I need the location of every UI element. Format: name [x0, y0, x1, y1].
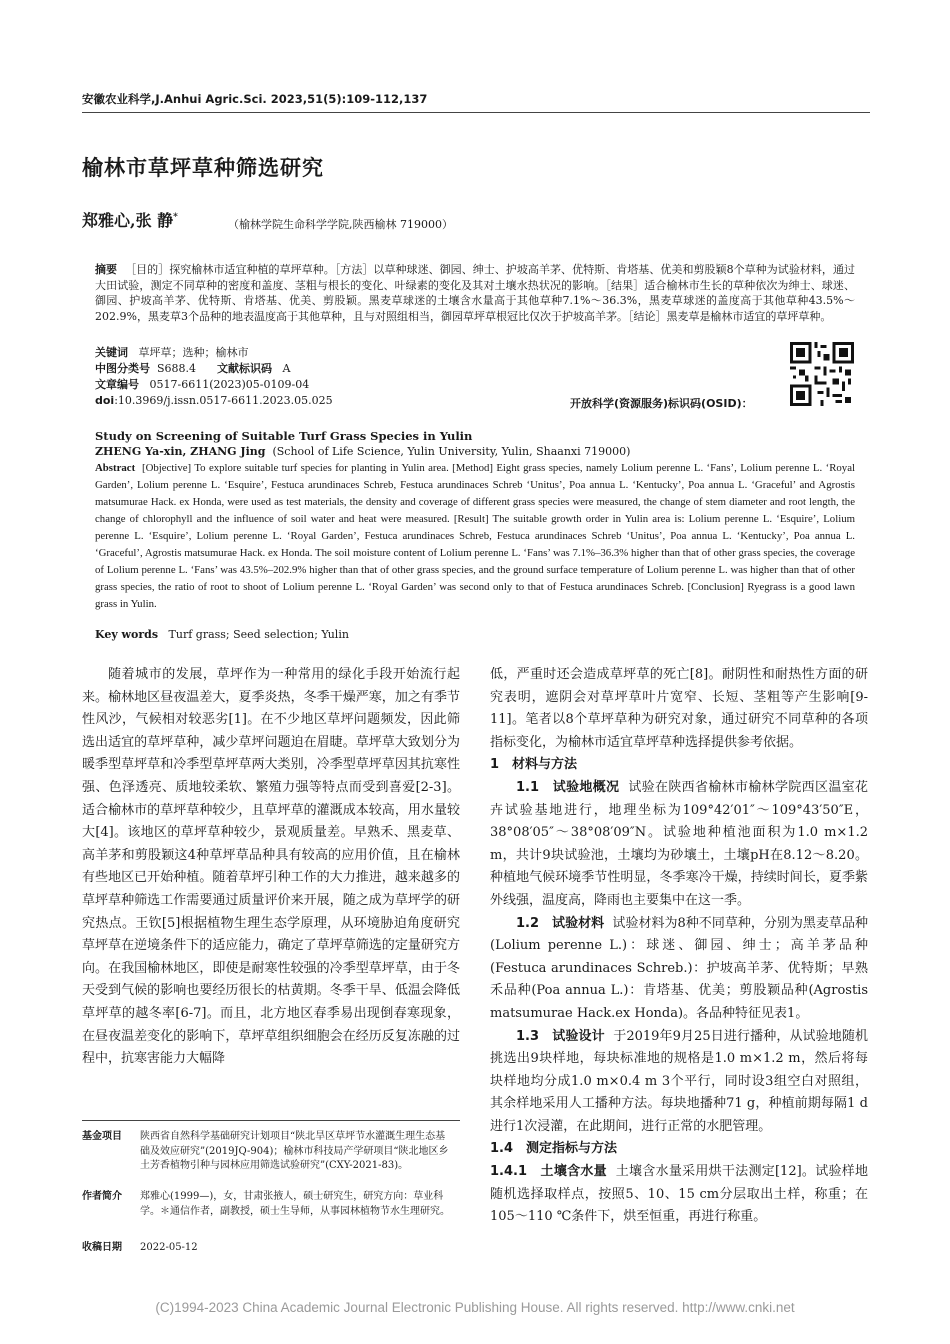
section-1-2-heading: 1.2 试验材料: [516, 915, 605, 931]
section-1-3-heading: 1.3 试验设计: [516, 1028, 605, 1044]
clc-row: [95, 361, 290, 376]
doi-row: doi:10.3969/j.issn.0517-6611.2023.05.025: [95, 394, 333, 407]
paper-title: 榆林市草坪草种筛选研究: [82, 156, 324, 180]
article-no-label: 文章编号: [95, 378, 139, 391]
english-affiliation: (School of Life Science, Yulin University, Yulin, Shaanxi 719000): [272, 445, 631, 458]
english-abstract: [95, 460, 855, 613]
doi-value: 10.3969/j.issn.0517-6611.2023.05.025: [117, 394, 333, 407]
footnote-author: [82, 1190, 460, 1219]
body-right-column: [490, 664, 868, 1229]
article-no-value: 0517-6611(2023)05-0109-04: [149, 378, 310, 391]
english-title: Study on Screening of Suitable Turf Grass Species in Yulin: [95, 429, 473, 443]
footnote-date: [82, 1241, 460, 1256]
section-1-heading: 1 材料与方法: [490, 757, 578, 773]
author-bio-label: 作者简介: [82, 1191, 122, 1202]
osid-label: 开放科学(资源服务)标识码(OSID)：: [570, 397, 753, 410]
body-left-column: [82, 664, 460, 1071]
section-1-4-heading: 1.4 测定指标与方法: [490, 1141, 618, 1157]
fund-label: 基金项目: [82, 1131, 122, 1142]
article-no-row: [95, 377, 309, 392]
author-bio-text: 郑雅心(1999—)，女，甘肃张掖人，硕士研究生，研究方向：草业科学。＊通信作者，副教授，硕士生导师，从事园林植物节水生理研究。: [140, 1191, 450, 1217]
intro-continued: 低，严重时还会造成草坪草的死亡[8]。耐阴性和耐热性方面的研究表明，遮阴会对草坪草叶片宽窄、长短、茎粗等产生影响[9-11]。笔者以8个草坪草种为研究对象，通过研究不同草种的各项指标变化，为榆林市适宜草坪草种选择提供参考依据。: [490, 667, 868, 750]
english-keywords-label: Key words: [95, 628, 159, 641]
english-keywords: Turf grass; Seed selection; Yulin: [168, 628, 349, 641]
keywords-value: 草坪草；选种；榆林市: [138, 346, 249, 359]
english-authors: ZHENG Ya-xin, ZHANG Jing: [95, 445, 266, 458]
section-1-4-1-text: 土壤含水量采用烘干法测定[12]。试验样地随机选择取样点，按照5、10、15 cm分层取出土样，称重；在105～110 ℃条件下，烘至恒重，再进行称重。: [490, 1164, 869, 1225]
section-1-1-text: 试验在陕西省榆林市榆林学院西区温室花卉试验基地进行，地理坐标为109°42′01″～109°43′50″E，38°08′05″～38°08′09″N。试验地种植池面积为1.0 m×1.2 m，共计9块试验池，土壤均为砂壤土，土壤pH在8.12～8.20。种植地气候环境季节性明显，冬季寒冷干燥，持续时间长，夏季紫外线强，温度高，降雨也主要集中在这一季。: [490, 779, 868, 908]
clc-value: S688.4: [157, 362, 197, 375]
qr-code[interactable]: [790, 342, 854, 406]
english-keywords-row: [95, 628, 349, 641]
clc-label: 中图分类号: [95, 362, 150, 375]
abstract-text: ［目的］探究榆林市适宜种植的草坪草种。［方法］以草种球迷、御园、绅士、护坡高羊茅、优特斯、肯塔基、优美和剪股颖8个草种为试验材料，通过大田试验，测定不同草种的密度和盖度、茎粗与根长的变化、叶绿素的变化及其对土壤水热状况的影响。［结果］适合榆林市生长的草种依次为绅士、球迷、御园、护坡高羊茅、优特斯、肯塔基、优美、剪股颖。黑麦草球迷的土壤含水量高于其他草种7.1%～36.3%，黑麦草球迷的盖度高于其他草种43.5%～202.9%，黑麦草3个品种的地表温度高于其他草种，且与对照组相当，御园草坪草根冠比仅次于护坡高羊茅。［结论］黑麦草是榆林市适宜的草坪草种。: [95, 263, 855, 323]
header-rule: [82, 112, 870, 113]
footnote-rule: [82, 1120, 460, 1121]
english-abstract-label: Abstract: [95, 462, 136, 474]
keywords-label: 关键词: [95, 346, 128, 359]
authors: [82, 208, 178, 231]
received-date: 2022-05-12: [140, 1242, 198, 1253]
english-authors-row: [95, 445, 630, 458]
journal-header: 安徽农业科学,J.Anhui Agric.Sci. 2023,51(5):109-112,137: [82, 92, 428, 106]
section-1-1-heading: 1.1 试验地概况: [516, 779, 620, 795]
abstract-cn: [95, 262, 855, 324]
doc-code-value: A: [282, 362, 291, 375]
section-1-3-text: 于2019年9月25日进行播种，从试验地随机挑选出9块样地，每块标准地的规格是1.0 m×1.2 m，然后将每块样地均分成1.0 m×0.4 m 3个平行，同时设3组空白对照组，其余样地采用人工播种方法。每块地播种71 g，种植前期每隔1 d进行1次浸灌，在此期间，进行正常的水肥管理。: [490, 1028, 869, 1134]
intro-paragraph: 随着城市的发展，草坪作为一种常用的绿化手段开始流行起来。榆林地区昼夜温差大，夏季炎热，冬季干燥严寒，加之有季节性风沙，气候相对较恶劣[1]。在不少地区草坪问题频发，因此筛选出适宜的草坪草种，减少草坪问题迫在眉睫。草坪草大致划分为暖季型草坪草和冷季型草坪草两大类别，冷季型草坪草因其抗寒性强、色泽透亮、质地较柔软、繁殖力强等特点而受到喜爱[2-3]。适合榆林市的草坪草种较少，且草坪草的灌溉成本较高，用水量较大[4]。该地区的草坪草种较少，景观质量差。早熟禾、黑麦草、高羊茅和剪股颖这4种草坪草品种具有较高的应用价值，且在榆林有些地区已开始种植。随着草坪引种工作的大力推进，越来越多的草坪草种筛选工作需要通过质量评价来开展，随之成为草坪学的研究热点。王钦[5]根据植物生理生态学原理，从环境胁迫角度研究草坪草在逆境条件下的适应能力，确定了草坪草筛选的定量研究方向。在我国榆林地区，即使是耐寒性较强的冷季型草坪草，由于冬天受到气候的影响也要经历很长的枯黄期。冬季干旱、低温会降低草坪草的越冬率[6-7]。而且，北方地区春季易出现倒春寒现象，在昼夜温差变化的影响下，草坪草组织细胞会在经历反复冻融的过程中，抗寒害能力大幅降: [82, 667, 460, 1067]
affiliation: （榆林学院生命科学学院,陕西榆林 719000）: [228, 218, 453, 231]
author-mark: *: [173, 212, 178, 223]
doi-label: doi: [95, 394, 115, 407]
copyright-footer: (C)1994-2023 China Academic Journal Electronic Publishing House. All rights reserved. http://www.cnki.net: [155, 1300, 795, 1315]
keywords-row: [95, 345, 249, 360]
author-names: 郑雅心,张 静: [82, 211, 174, 230]
fund-text: 陕西省自然科学基础研究计划项目“陕北旱区草坪节水灌溉生理生态基础及效应研究”(2019JQ-904)；榆林市科技局产学研项目“陕北地区乡土芳香植物引种与园林应用筛选试验研究”(CXY-2021-83)。: [140, 1131, 449, 1171]
section-1-2-text: 试验材料为8种不同草种，分别为黑麦草品种(Lolium perenne L.)：球迷、御园、绅士；高羊茅品种(Festuca arundinaces Schreb.)：护坡高羊茅、优特斯；早熟禾品种(Poa annua L.)：肯塔基、优美；剪股颖品种(Agrostis matsumurae Hack.ex Honda)。各品种特征见表1。: [490, 915, 868, 1021]
doc-code-label: 文献标识码: [217, 362, 273, 375]
received-date-label: 收稿日期: [82, 1242, 122, 1253]
english-abstract-text: [Objective] To explore suitable turf species for planting in Yulin area. [Method] Eight grass species, namely Lolium perenne L. ‘Fans’, Lolium perenne L. ‘Royal Garden’, Lolium perenne L. ‘Esquire’, Festuca arundinaces Schreb, Festuca arundinaces Schreb ‘Unitus’, Poa annua L. ‘Kentucky’, Poa annua L. ‘Graceful’ and Agrostis matsumurae Hack. ex Honda, were used as test materials, the density and coverage of different grass species were measured, the change of stem diameter and root length, the change of chlorophyll and the influence of soil water and heat were measured. [Result] The suitable growth order in Yulin area is: Lolium perenne L. ‘Esquire’, Lolium perenne L. ‘Esquire’, Lolium perenne L. ‘Royal Garden’, Festuca arundinaces Schreb, Festuca arundinaces Schreb ‘Unitus’, Poa annua L. ‘Kentucky’, Poa annua L. ‘Graceful’, Agrostis matsumurae Hack. ex Honda. The soil moisture content of Lolium perenne L. ‘Fans’ was 7.1%–36.3% higher than that of other grass species, the coverage of Lolium perenne L. ‘Fans’ was 43.5%–202.9% higher than that of other grass species, and the ground surface temperature of Lolium perenne L. was higher than that of other grass species, the ratio of root to shoot of Lolium perenne L. ‘Royal Garden’ was second only to that of Festuca arundinaces Schreb. [Conclusion] Ryegrass is a good lawn grass in Yulin.: [95, 462, 855, 610]
footnote-fund: [82, 1130, 460, 1174]
section-1-4-1-heading: 1.4.1 土壤含水量: [490, 1164, 607, 1180]
abstract-label: 摘要: [95, 263, 118, 276]
